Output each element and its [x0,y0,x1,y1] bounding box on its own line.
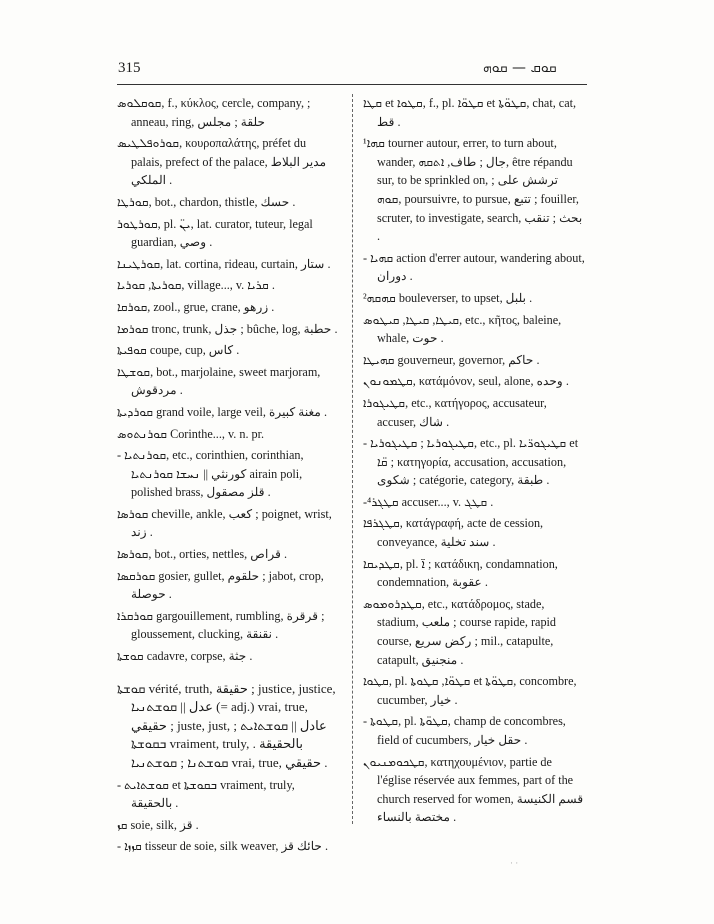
headword-entry: ܩܘܫܬܐ vérité, truth, حقيقة ; justice, justice, عدل || ܩܘܫܬܢܝܐ (= adj.) vrai, true, حقيقي ; juste, just, عادل || ܩܘܫܬܐܝܬ ; ܒܩܘܫܬܐ vraiment, truly, بالحقيقة . ܩܘܫܬܢܐ ; ܩܘܫܬܢܝܐ vrai, true, حقيقي . [117,680,336,770]
dictionary-entry: - ܩܘܫܬܐܝܬ et ܒܩܘܫܬܐ vraiment, truly, بالحقيقة . [117,777,295,811]
dictionary-entry: ܩܛܡܘܢܘܢ, κατάμόνον, seul, alone, وحده . [363,374,569,389]
dictionary-entry: ܩܛܘܐ, pl. ܩܛܘ̈ܐ, ܩܛܘܬܐ et ܩܛܘ̈ܬܐ, concombre, cucumber, خيار . [363,674,577,707]
dictionary-entry: -⁴ܩܛܓܪ accuser..., v. ܩܛܓ . [363,494,494,509]
dictionary-entry: ܩܘܫܛܐ, bot., marjolaine, sweet marjoram, مردقوش . [117,364,321,398]
dictionary-entry: ܩܘܫܬܐ cadavre, corpse, جثة . [117,649,253,664]
dictionary-entry: ܩܛܕܝܩܐ, pl. ܐ̈ ; κατάδικη, condamnation, condemnation, عقوبة . [363,556,558,590]
dictionary-entry: - ܩܛܝܓܘܪܝܐ ; ܩܛܝܓܘܪܝܐ, etc., pl. ܩܛܝܓܘܪ̈ܝܐ et ܩ̈ܐ ; κατηγορία, accusation, accusation, شكوى ; catégorie, category, طبقة . [363,436,579,488]
dictionary-entry: ܩܝܛܐ, ܩܝܛܐ, ܩܝܛܘܣ, etc., κῆτος, baleine, whale, حوت . [363,312,562,346]
dictionary-entry: - ܩܛܘܬܐ, pl. ܩܛܘ̈ܬܐ, champ de concombres, field of cucumbers, حقل خيار . [363,714,566,747]
dictionary-entry: ܩܘܪܢܬܘܣ Corinthe..., v. n. pr. [117,426,265,441]
dictionary-entry: ¹ܩܗܐ tourner autour, errer, to turn about, wander, جال ; طاف, ܐܬܩܗ, être répandu sur, to be sprinkled on, ترشش على ; ܩܘܗ, poursuivre, to pursue, تتبع ; fouiller, scruter, to investigate, search, بحث ; تنقب . [363,136,583,244]
dictionary-entry: ܩܘܪܡܐ tronc, trunk, جذل ; bûche, log, حطبة . [117,321,338,336]
dictionary-entry: ²ܩܗܩܗ bouleverser, to upset, بلبل . [363,290,533,305]
dictionary-entry: - ܩܙܙܐ tisseur de soie, silk weaver, حائك قز . [117,839,329,854]
dictionary-entry: ܩܗܝܛܐ gouverneur, governor, حاكم . [363,352,540,367]
dictionary-entry: ܩܙ soie, silk, قز . [117,817,199,832]
right-column [363,94,585,830]
dictionary-entry: ܩܘܪܩܐ, zool., grue, crane, زرهو . [117,299,275,314]
dictionary-entry: ܩܘܪܝܬܐ, ܩܘܪܝܐ, village..., v. ܩܪܝܐ . [117,278,275,293]
page-number: 315 [118,60,141,76]
dictionary-entry: ܩܛܐ et ܩܛܘܐ, f., pl. ܩܛܘ̈ܐ et ܩܛܘ̈ܬܐ, chat, cat, قط . [363,96,577,129]
dictionary-entry: ܩܘܪܘܦܠܛܝܣ, κουροπαλάτης, préfet du palais, prefect of the palace, مدير البلاط الملكي . [117,136,327,188]
dictionary-entry: ܩܘܪܛܘܪ, pl. ܝܢ̈, lat. curator, tuteur, legal guardian, وصي . [117,216,313,250]
dictionary-entry: ܩܛܟܘܡܢܝܘܢ, κατηχουμένιον, partie de l'église réservée aux femmes, part of the church reserved for women, قسم الكنيسة مختصة بالنساء . [363,754,584,825]
dictionary-entry: ܩܘܪܣܐ cheville, ankle, كعب ; poignet, wrist, زند . [117,506,332,540]
dictionary-entry: - ܩܗܝܐ action d'errer autour, wandering about, دوران . [363,250,585,284]
header-rule [117,84,587,85]
dictionary-entry: ܩܘܪܣܐ, bot., orties, nettles, قراص . [117,547,288,562]
dictionary-entry: ܩܘܩܠܘܣ, f., κύκλος, cercle, company, ; anneau, ring, حلقة ; مجلس [117,96,311,129]
print-speckle: · · [510,858,519,868]
dictionary-entry: ܩܛܓܪܦܐ, κατάγραφή, acte de cession, conveyance, سند تخلية . [363,516,544,550]
dictionary-entry: ܩܘܪܛܐ, bot., chardon, thistle, حسك . [117,194,296,209]
left-column [117,94,339,859]
dictionary-entry: ܩܘܪܩܪܐ gargouillement, rumbling, قرقرة ; gloussement, clucking, نقنقة . [117,608,325,642]
dictionary-entry: - ܩܘܪܢܬܝܐ, etc., corinthien, corinthian, كورنثي || ܢܚܫܐ ܩܘܪܢܬܝܐ airain poli, polished brass, قلز مصقول . [117,448,304,500]
dictionary-entry: ܩܘܦܝܬܐ coupe, cup, كاس . [117,343,240,358]
running-head: ܩܘܩ — ܩܘܗ [483,60,557,76]
dictionary-entry: ܩܘܪܕܝܬܐ grand voile, large veil, مغنة كبيرة . [117,404,328,419]
dictionary-entry: ܩܛܕܪܘܡܘܣ, etc., κατάδρομος, stade, stadium, ملعب ; course rapide, rapid course, ركض سريع ; mil., catapulte, catapult, منجنيق . [363,596,557,667]
dictionary-entry: ܩܛܝܓܘܪܐ, etc., κατήγορος, accusateur, accuser, شاك . [363,395,547,429]
dictionary-entry: ܩܘܪܛܝܢܐ, lat. cortina, rideau, curtain, ستار . [117,256,331,271]
dictionary-entry: ܩܘܪܩܣܐ gosier, gullet, حلقوم ; jabot, crop, حوصلة . [117,568,324,602]
column-divider [352,94,353,824]
